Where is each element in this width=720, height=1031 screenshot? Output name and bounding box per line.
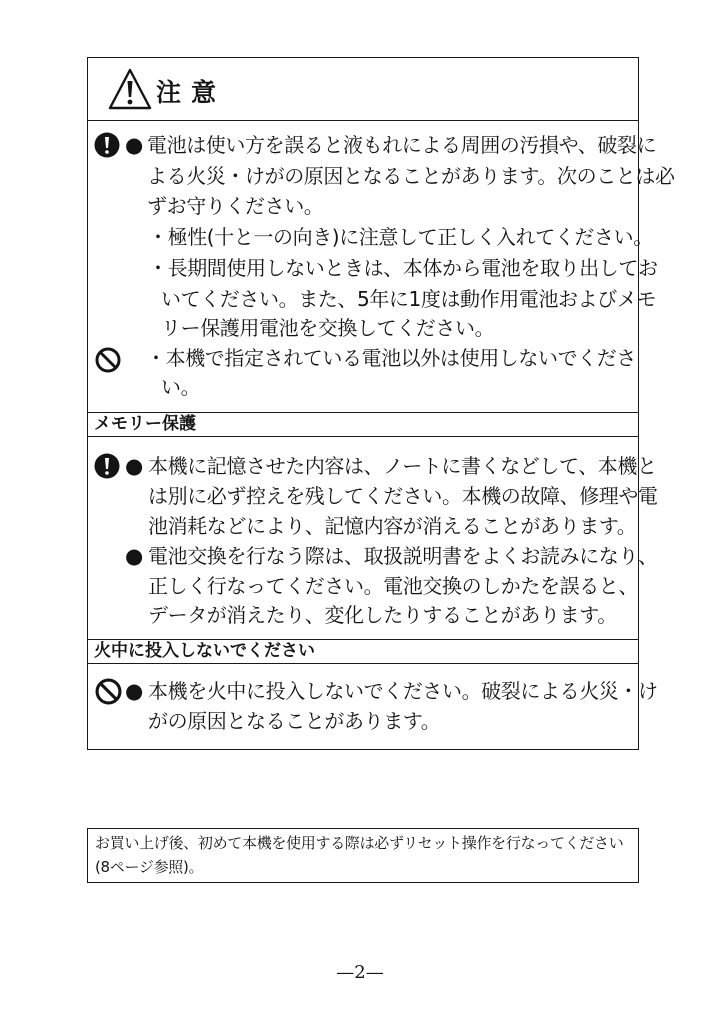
bullet-icon: ● — [125, 454, 144, 478]
caution-line-1: 電池は使い方を誤ると液もれによる周囲の汚損や、破裂に — [147, 133, 657, 157]
caution-frame — [87, 57, 675, 750]
bullet-icon: ● — [125, 133, 144, 157]
notice-line-1: お買い上げ後、初めて本機を使用する際は必ずリセット操作を行なってください — [95, 834, 624, 852]
fire-section-heading — [88, 639, 638, 664]
memory-line-1: 本機に記憶させた内容は、ノートに書くなどして、本機と — [148, 454, 657, 478]
memory-line-6: データが消えたり、変化したりすることがあります。 — [148, 603, 617, 627]
fire-line-2: がの原因となることがあります。 — [148, 709, 441, 733]
prohibition-icon — [95, 347, 121, 373]
memory-line-5: 正しく行なってください。電池交換のしかたを誤ると、 — [148, 574, 638, 598]
caution-title: 注意 — [156, 78, 227, 107]
caution-line-6: いてください。また、5年に1度は動作用電池およびメモ — [161, 287, 657, 311]
caution-line-5: ・長期間使用しないときは、本体から電池を取り出してお — [148, 256, 658, 280]
caution-line-8: ・本機で指定されている電池以外は使用しないでくださ — [146, 346, 636, 370]
caution-line-9: い。 — [161, 375, 201, 399]
bullet-icon: ● — [125, 544, 144, 568]
memory-section-heading — [88, 412, 638, 437]
caution-line-7: リー保護用電池を交換してください。 — [161, 316, 495, 340]
bullet-icon: ● — [125, 679, 144, 703]
prohibition-icon — [95, 678, 122, 705]
memory-line-4: 電池交換を行なう際は、取扱説明書をよくお読みになり、 — [148, 544, 658, 568]
reset-notice-box — [87, 828, 639, 883]
notice-line-2: (8ページ参照)。 — [95, 858, 204, 876]
memory-line-3: 池消耗などにより、記憶内容が消えることがあります。 — [148, 514, 637, 538]
page-number: —2— — [336, 962, 384, 983]
caution-header — [88, 58, 638, 121]
exclamation-circle-icon — [94, 453, 120, 479]
fire-line-1: 本機を火中に投入しないでください。破裂による火災・け — [148, 679, 658, 703]
memory-line-2: は別に必ず控えを残してください。本機の故障、修理や電 — [148, 484, 658, 508]
caution-line-3: ずお守りください。 — [147, 194, 324, 218]
caution-line-4: ・極性(十と一の向き)に注意して正しく入れてください。 — [148, 225, 653, 249]
memory-heading-text: メモリー保護 — [94, 414, 196, 434]
warning-triangle-icon — [108, 68, 152, 110]
exclamation-circle-icon — [94, 132, 120, 158]
fire-heading-text: 火中に投入しないでください — [94, 641, 315, 661]
caution-line-2: よる火災・けがの原因となることがあります。次のことは必 — [147, 164, 675, 188]
